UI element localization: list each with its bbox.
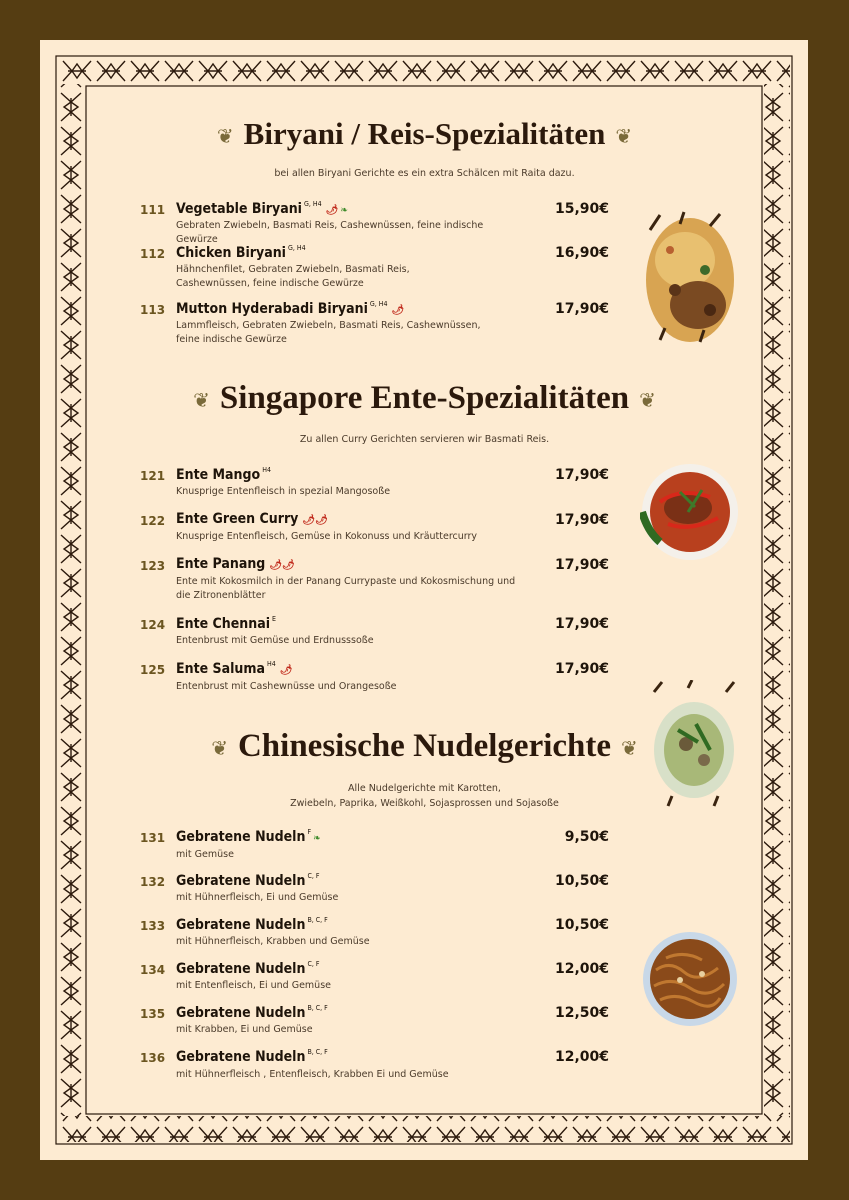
item-price: 12,50€ bbox=[554, 1005, 609, 1021]
section-title: Biryani / Reis-Spezialitäten bbox=[243, 116, 606, 151]
item-price: 12,00€ bbox=[554, 1049, 609, 1065]
item-price: 9,50€ bbox=[564, 829, 609, 845]
ornament-swirl-icon: ❦ bbox=[193, 389, 210, 412]
ornament-swirl-icon: ❦ bbox=[621, 737, 638, 760]
item-number: 136 bbox=[140, 1051, 166, 1065]
item-description: Ente mit Kokosmilch in der Panang Currypaste und Kokosmischung und die Zitronenblätter bbox=[176, 576, 516, 601]
item-description: Entenbrust mit Cashewnüsse und Orangesoße bbox=[176, 681, 397, 692]
item-number: 111 bbox=[140, 203, 166, 217]
biryani-dish-image bbox=[640, 210, 740, 348]
item-name: Gebratene Nudeln $^{C, F}$ bbox=[176, 872, 320, 889]
item-number: 125 bbox=[140, 663, 166, 677]
item-number: 131 bbox=[140, 831, 166, 845]
item-price: 10,50€ bbox=[554, 873, 609, 889]
section-heading-biryani bbox=[0, 116, 849, 152]
section-note-line-1: Alle Nudelgerichte mit Karotten, bbox=[348, 783, 501, 794]
chili-icon: 🌶 bbox=[279, 665, 293, 676]
section-title: Singapore Ente-Spezialitäten bbox=[219, 380, 630, 416]
item-name: Ente Green Curry 🌶🌶 bbox=[176, 511, 328, 527]
item-description: mit Hühnerfleisch , Entenfleisch, Krabben Ei und Gemüse bbox=[176, 1069, 449, 1080]
item-price: 12,00€ bbox=[554, 961, 609, 977]
item-price: 17,90€ bbox=[554, 661, 609, 677]
item-number: 112 bbox=[140, 247, 166, 261]
item-description: mit Hühnerfleisch, Krabben und Gemüse bbox=[176, 936, 370, 947]
item-description: Lammfleisch, Gebraten Zwiebeln, Basmati Reis, Cashewnüssen, feine indische Gewürze bbox=[176, 320, 481, 345]
item-name: Gebratene Nudeln $^{B, C, F}$ bbox=[176, 1048, 328, 1065]
item-number: 122 bbox=[140, 514, 166, 528]
chili-icon: 🌶 bbox=[391, 305, 405, 316]
leaf-icon: ❧ bbox=[313, 833, 321, 844]
item-description: Gebraten Zwiebeln, Basmati Reis, Cashewnüssen, feine indische Gewürze bbox=[176, 220, 484, 245]
item-name: Ente Mango $^{H4}$ bbox=[176, 466, 271, 483]
item-price: 17,90€ bbox=[554, 512, 609, 528]
item-name: Gebratene Nudeln $^{B, C, F}$ bbox=[176, 916, 328, 933]
item-name: Gebratene Nudeln $^{C, F}$ bbox=[176, 960, 320, 977]
item-description: mit Entenfleisch, Ei und Gemüse bbox=[176, 980, 331, 991]
item-description: Hähnchenfilet, Gebraten Zwiebeln, Basmati Reis, Cashewnüssen, feine indische Gewürze bbox=[176, 264, 410, 289]
item-price: 17,90€ bbox=[554, 557, 609, 573]
section-title: Chinesische Nudelgerichte bbox=[237, 728, 612, 764]
chili-icon: 🌶 bbox=[325, 205, 339, 216]
item-description: mit Krabben, Ei und Gemüse bbox=[176, 1024, 313, 1035]
item-name: Ente Saluma $^{H4}$🌶 bbox=[176, 660, 293, 677]
section-heading-nudeln bbox=[0, 728, 849, 765]
item-number: 123 bbox=[140, 559, 166, 573]
item-number: 132 bbox=[140, 875, 166, 889]
item-description: Entenbrust mit Gemüse und Erdnusssoße bbox=[176, 635, 374, 646]
section-note-line-2: Zwiebeln, Paprika, Weißkohl, Sojasprossen und Sojasoße bbox=[290, 798, 559, 809]
item-name: Chicken Biryani $^{G, H4}$ bbox=[176, 244, 306, 261]
chili-icon: 🌶🌶 bbox=[269, 560, 295, 571]
leaf-icon: ❧ bbox=[340, 205, 348, 216]
item-description: Knusprige Entenfleisch in spezial Mangosoße bbox=[176, 486, 391, 497]
item-price: 10,50€ bbox=[554, 917, 609, 933]
duck-curry-dish-image bbox=[640, 462, 740, 562]
section-heading-ente bbox=[0, 380, 849, 417]
item-description: Knusprige Entenfleisch, Gemüse in Kokonuss und Kräuttercurry bbox=[176, 531, 478, 542]
item-price: 15,90€ bbox=[554, 201, 609, 217]
item-description: mit Gemüse bbox=[176, 849, 234, 860]
item-number: 133 bbox=[140, 919, 166, 933]
item-number: 134 bbox=[140, 963, 166, 977]
item-number: 121 bbox=[140, 469, 166, 483]
item-price: 17,90€ bbox=[554, 467, 609, 483]
item-name: Ente Chennai $^E$ bbox=[176, 615, 277, 632]
item-name: Gebratene Nudeln $^{B, C, F}$ bbox=[176, 1004, 328, 1021]
ornament-swirl-icon: ❦ bbox=[615, 126, 633, 149]
item-name: Ente Panang 🌶🌶 bbox=[176, 556, 295, 572]
ornament-swirl-icon: ❦ bbox=[639, 389, 656, 412]
section-note: bei allen Biryani Gerichte es ein extra Schälcen mit Raita dazu. bbox=[274, 168, 575, 179]
item-name: Mutton Hyderabadi Biryani $^{G, H4}$🌶 bbox=[176, 300, 405, 317]
item-price: 17,90€ bbox=[554, 616, 609, 632]
item-description: mit Hühnerfleisch, Ei und Gemüse bbox=[176, 892, 339, 903]
item-name: Vegetable Biryani $^{G, H4}$🌶 ❧ bbox=[176, 200, 348, 217]
chili-icon: 🌶🌶 bbox=[302, 515, 328, 526]
noodles-dish-image bbox=[640, 930, 740, 1028]
item-number: 124 bbox=[140, 618, 166, 632]
ornament-swirl-icon: ❦ bbox=[216, 126, 234, 149]
item-price: 16,90€ bbox=[554, 245, 609, 261]
item-price: 17,90€ bbox=[554, 301, 609, 317]
ornament-swirl-icon: ❦ bbox=[211, 737, 228, 760]
section-note: Zu allen Curry Gerichten servieren wir Basmati Reis. bbox=[299, 434, 550, 445]
item-number: 113 bbox=[140, 303, 166, 317]
item-number: 135 bbox=[140, 1007, 166, 1021]
item-name: Gebratene Nudeln $^F$❧ bbox=[176, 828, 321, 845]
